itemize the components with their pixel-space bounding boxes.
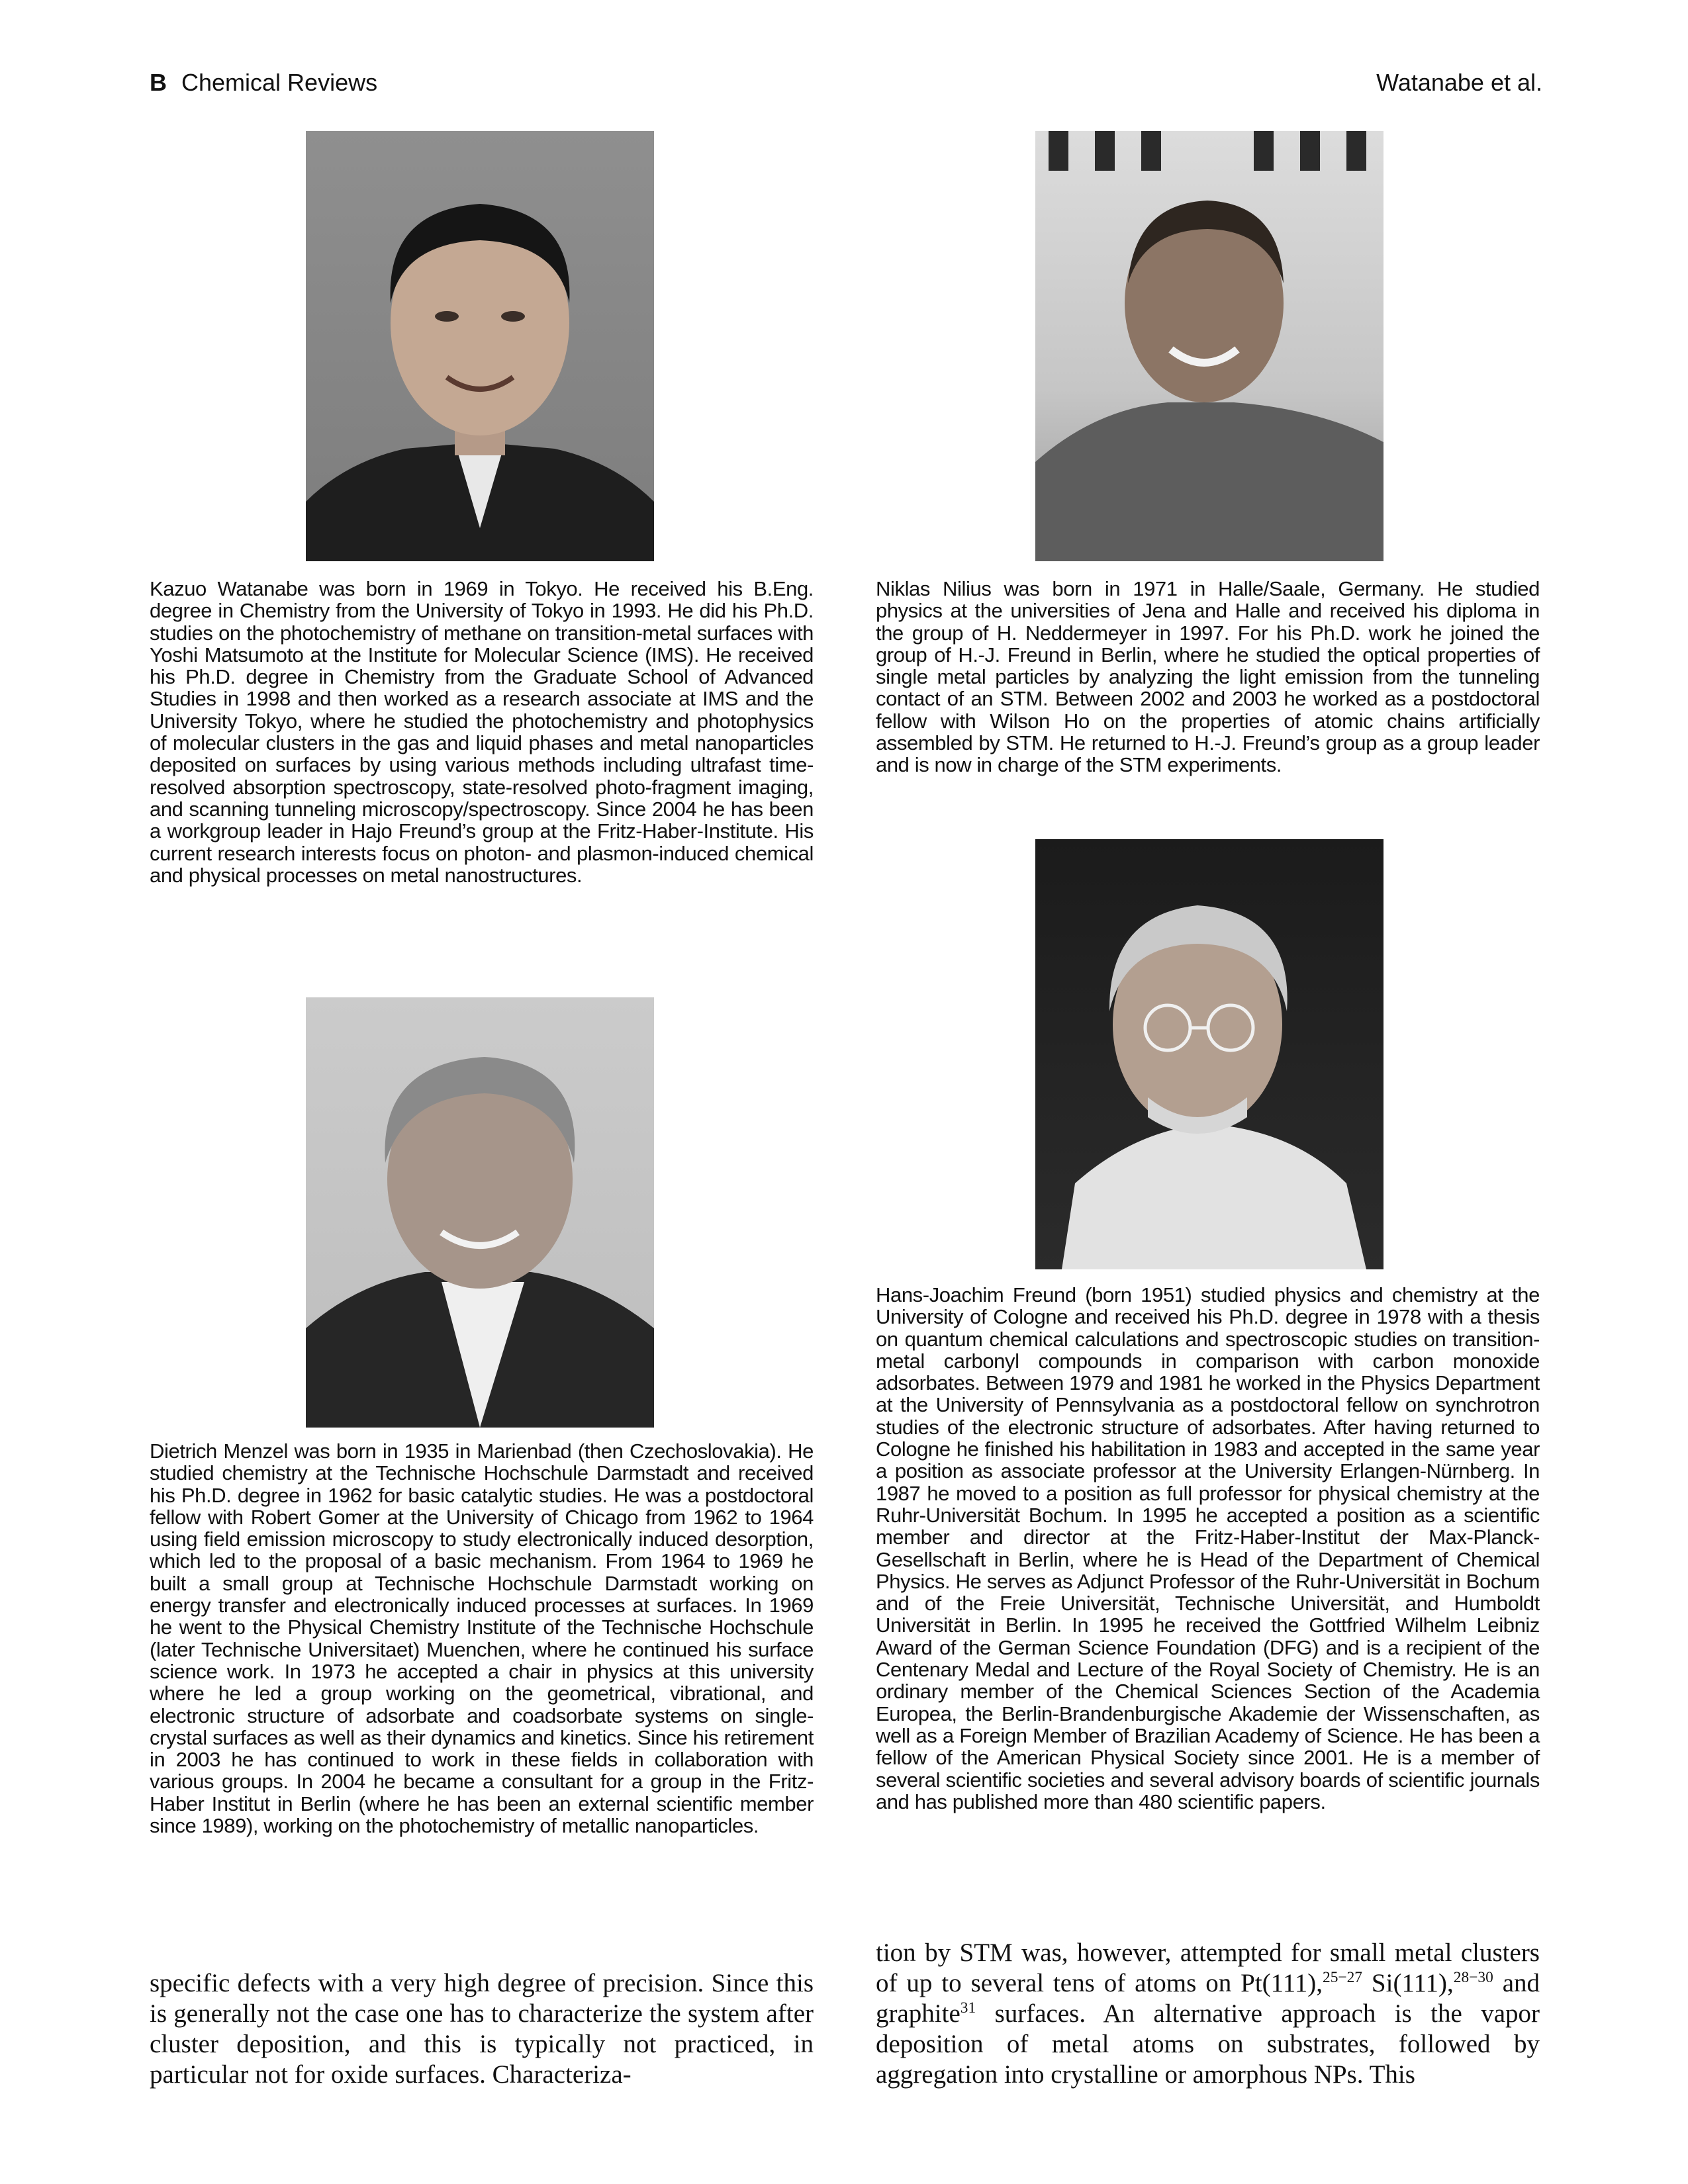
portrait-photo-menzel	[306, 997, 654, 1428]
bio-freund: Hans-Joachim Freund (born 1951) studied physics and chemistry at the University of Cologne and received his Ph.D. degree in 1978 with a thesis on quantum chemical calculations and spectroscopic studies on transition-metal carbonyl compounds in comparison with carbon monoxide adsorbates. Between 1979 and 1981 he worked in the Physics Department at the University of Pennsylvania as a postdoctoral fellow on synchrotron studies of the electronic structure of adsorbates. After having returned to Cologne he finished his habilitation in 1983 and accepted in the same year a position as associate professor at the University Erlangen-Nürnberg. In 1987 he moved to a position as full professor for physical chemistry at the Ruhr-Universität Bochum. In 1995 he accepted a position as a scientific member and director at the Fritz-Haber-Institut der Max-Planck-Gesellschaft in Berlin, where he is Head of the Department of Chemical Physics. He serves as Adjunct Professor of the Ruhr-Universität in Bochum and of the Freie Universität, Technische Universität, and Humboldt Universität in Berlin. In 1995 he received the Gottfried Wilhelm Leibniz Award of the German Science Foundation (DFG) and is a recipient of the Centenary Medal and Lecture of the Royal Society of Chemistry. He is an ordinary member of the Chemical Sciences Section of the Academia Europea, the Berlin-Brandenburgische Akademie der Wissenschaften, as well as a Foreign Member of Brazilian Academy of Science. He has been a fellow of the American Physical Society since 2001. He is a member of several scientific societies and several advisory boards of scientific journals and has published more than 480 scientific papers.	[876, 1283, 1540, 1813]
bio-watanabe: Kazuo Watanabe was born in 1969 in Tokyo. He received his B.Eng. degree in Chemistry from the University of Tokyo in 1993. He did his Ph.D. studies on the photochemistry of methane on transition-metal surfaces with Yoshi Matsumoto at the Institute for Molecular Science (IMS). He received his Ph.D. degree in Chemistry from the Graduate School of Advanced Studies in 1998 and then worked as a research associate at IMS and the University Tokyo, where he studied the photochemistry and photophysics of molecular clusters in the gas and liquid phases and metal nanoparticles deposited on surfaces by using various methods including ultrafast time-resolved absorption spectroscopy, state-resolved photo-fragment imaging, and scanning tunneling microscopy/spectroscopy. Since 2004 he has been a workgroup leader in Hajo Freund’s group at the Fritz-Haber-Institute. His current research interests focus on photon- and plasmon-induced chemical and physical processes on metal nanostructures.	[150, 577, 814, 887]
body-text-right-part3: and graphite	[876, 1969, 1540, 2028]
running-header-left	[150, 69, 377, 97]
portrait-photo-nilius	[1035, 131, 1383, 561]
running-header-authors: Watanabe et al.	[1376, 69, 1542, 96]
journal-name: Chemical Reviews	[181, 69, 378, 96]
citation-28-30: 28−30	[1453, 1969, 1493, 1986]
body-text-left: specific defects with a very high degree of precision. Since this is generally not the case one has to characterize the system after cluster deposition, and this is typically not practiced, in particular not for oxide surfaces. Characteriza-	[150, 1969, 814, 2089]
citation-25-27: 25−27	[1323, 1969, 1362, 1986]
portrait-photo-freund	[1035, 839, 1383, 1269]
body-text-right	[876, 1938, 1540, 2090]
bio-menzel: Dietrich Menzel was born in 1935 in Marienbad (then Czechoslovakia). He studied chemistry at the Technische Hochschule Darmstadt and received his Ph.D. degree in 1962 for basic catalytic studies. He was a postdoctoral fellow with Robert Gomer at the University of Chicago from 1962 to 1964 using field emission microscopy to study electronically induced desorption, which led to the proposal of a basic mechanism. From 1964 to 1969 he built a small group at Technische Hochschule Darmstadt working on energy transfer and electronically induced processes at surfaces. In 1969 he went to the Physical Chemistry Institute of the Technische Hochschule (later Technische Universitaet) Muenchen, where he continued his surface science work. In 1973 he accepted a chair in physics at this university where he led a group working on the geometrical, vibrational, and electronic structure of adsorbate and coadsorbate systems on single-crystal surfaces as well as their dynamics and kinetics. Since his retirement in 2003 he has continued to work in these fields in collaboration with various groups. In 2004 he became a consultant for a group in the Fritz-Haber Institut in Berlin (where he has been an external scientific member since 1989), working on the photochemistry of metallic nanoparticles.	[150, 1439, 814, 1838]
bio-nilius: Niklas Nilius was born in 1971 in Halle/Saale, Germany. He studied physics at the universities of Jena and Halle and received his diploma in the group of H. Neddermeyer in 1997. For his Ph.D. work he joined the group of H.-J. Freund in Berlin, where he studied the optical properties of single metal particles by analyzing the light emission from the tunneling contact of an STM. Between 2002 and 2003 he worked as a postdoctoral fellow with Wilson Ho on the properties of atomic chains artificially assembled by STM. He returned to H.-J. Freund’s group as a group leader and is now in charge of the STM experiments.	[876, 577, 1540, 777]
body-text-right-part1: tion by STM was, however, attempted for small metal clusters of up to several tens of atoms on Pt(111),	[876, 1938, 1540, 1997]
portrait-photo-watanabe	[306, 131, 654, 561]
body-text-right-part2: Si(111),	[1362, 1969, 1454, 1997]
citation-31: 31	[960, 1999, 976, 2017]
page-letter: B	[150, 69, 167, 96]
body-text-right-part4: surfaces. An alternative approach is the vapor deposition of metal atoms on substrates, followed by aggregation into crystalline or amorphous NPs. This	[876, 1999, 1540, 2089]
